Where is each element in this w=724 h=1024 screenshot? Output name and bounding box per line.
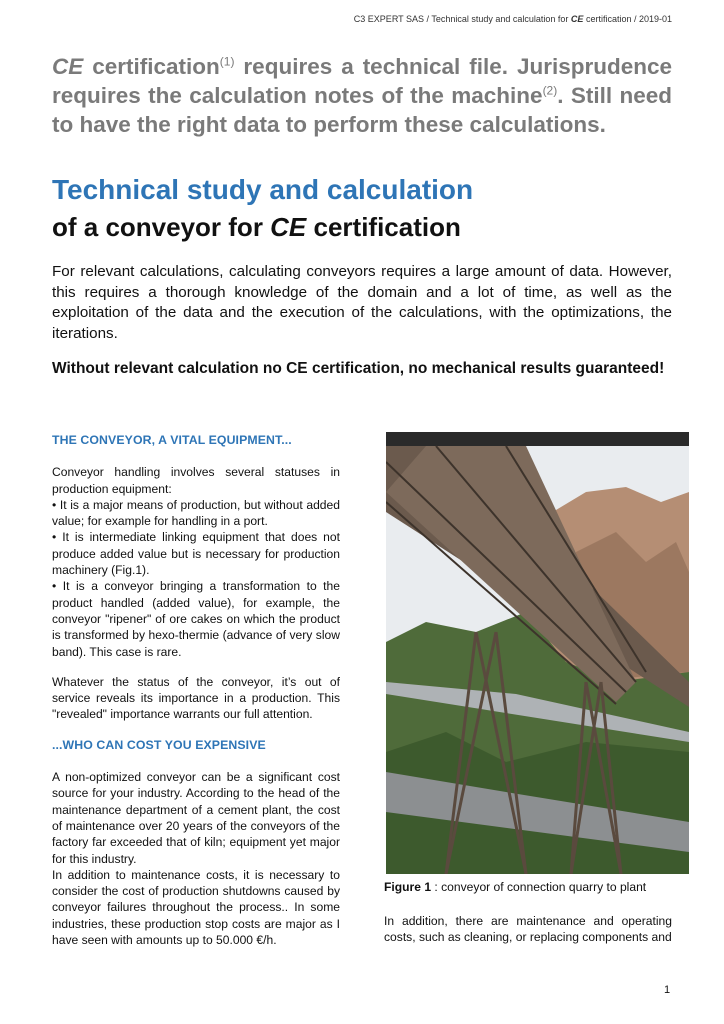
header-company: C3 EXPERT SAS / Technical study and calculation for: [353, 14, 571, 24]
intro-part-2: requires a technical file. Jurisprudence requires the calculation notes of the machine: [52, 54, 672, 108]
intro-ce: CE: [52, 54, 84, 79]
intro-part-3: . Still need to have the right data to perform these calculations.: [52, 83, 672, 137]
footnote-ref-2: (2): [542, 83, 558, 98]
figure-label: Figure 1: [384, 880, 432, 894]
shutdown-cost-text: In addition to maintenance costs, it is necessary to consider the cost of production shutdowns caused by conveyor failures throughout the process.. In some industries, these production stop costs are major as I have seen with amounts up to 50.000 €/h.: [52, 867, 340, 948]
page-number: 1: [664, 984, 671, 996]
figure-caption: [384, 880, 674, 894]
page-title: Technical study and calculation: [52, 174, 474, 205]
status-bullet: • It is a conveyor bringing a transformation to the product handled (added value), for example, the conveyor "ripener" of ore cakes on which the product is transformed by hexo-thermie (advance of very slow band). This case is rare.: [52, 579, 340, 659]
maintenance-cost-text: A non-optimized conveyor can be a significant cost source for your industry. According to the head of the maintenance department of a cement plant, the cost of maintenance over 20 years of the conveyors of the factory far exceeded that of kiln; equipment yet major for this industry.: [52, 770, 340, 866]
intro-part-1: certification: [83, 54, 220, 79]
left-column: [52, 432, 340, 948]
importance-paragraph: Whatever the status of the conveyor, it’s out of service reveals its importance in a production. This "revealed" importance warrants our full attention.: [52, 674, 340, 722]
section-heading-expensive: ...WHO CAN COST YOU EXPENSIVE: [52, 737, 266, 752]
section-heading-vital-equipment: THE CONVEYOR, A VITAL EQUIPMENT...: [52, 433, 292, 447]
header-ce: CE: [570, 14, 584, 24]
status-bullet: • It is intermediate linking equipment that does not produce added value but is necessary for production machinery (Fig.1).: [52, 530, 340, 578]
conveyor-photo-illustration: [386, 432, 689, 874]
subtitle-ce: CE: [270, 212, 307, 242]
intro-statement: [52, 52, 672, 139]
footnote-ref-1: (1): [219, 54, 235, 69]
subtitle-part-1: of a conveyor for: [52, 212, 271, 242]
conveyor-statuses-paragraph: [52, 464, 340, 660]
warning-statement: Without relevant calculation no CE certification, no mechanical results guaranteed!: [52, 360, 665, 377]
lead-paragraph: For relevant calculations, calculating conveyors requires a large amount of data. However, this requires a thorough knowledge of the domain and a lot of time, as well as the exploitation of the data and the execution of the calculations, with the optimizations, the iterations.: [52, 263, 672, 342]
figure-caption-text: : conveyor of connection quarry to plant: [431, 880, 647, 894]
subtitle-part-2: certification: [306, 212, 461, 242]
running-header: [354, 14, 672, 24]
cost-paragraph: [52, 769, 340, 948]
page-subtitle: [52, 212, 461, 243]
right-column-text: In addition, there are maintenance and operating costs, such as cleaning, or replacing components and: [384, 914, 672, 945]
status-bullet: • It is a major means of production, but without added value; for example for handling in a port.: [52, 497, 340, 529]
conveyor-photo: [386, 432, 689, 874]
statuses-intro: Conveyor handling involves several statuses in production equipment:: [52, 465, 340, 496]
header-rest: certification / 2019-01: [583, 14, 672, 24]
